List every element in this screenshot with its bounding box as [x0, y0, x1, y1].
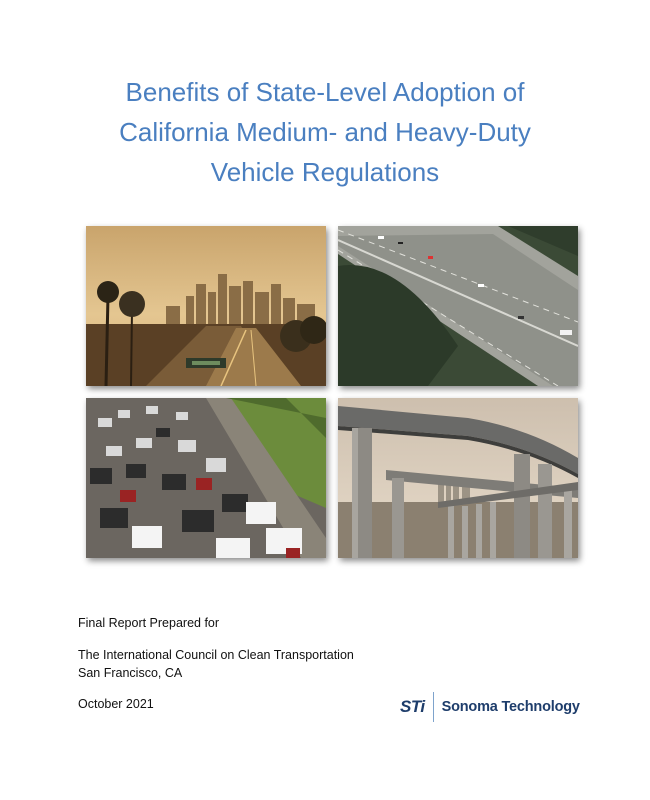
photo-freeway-interchange [338, 398, 578, 558]
report-title [60, 72, 590, 192]
photo-city-freeway-sunset [86, 226, 326, 386]
sonoma-technology-logo [400, 690, 580, 724]
report-title-line-3: Vehicle Regulations [210, 157, 440, 187]
report-title-line-2: California Medium- and Heavy-Duty [119, 117, 531, 147]
logo-mark: STi [400, 697, 425, 716]
logo-divider [433, 692, 434, 722]
client-location: San Francisco, CA [78, 666, 183, 680]
client-organization: The International Council on Clean Transportation [78, 648, 354, 662]
report-title-line-1: Benefits of State-Level Adoption of [125, 77, 525, 107]
photo-aerial-highway [338, 226, 578, 386]
logo-company-name: Sonoma Technology [441, 699, 580, 715]
prepared-for-label: Final Report Prepared for [78, 616, 220, 630]
photo-freeway-traffic [86, 398, 326, 558]
report-date: October 2021 [78, 697, 154, 711]
